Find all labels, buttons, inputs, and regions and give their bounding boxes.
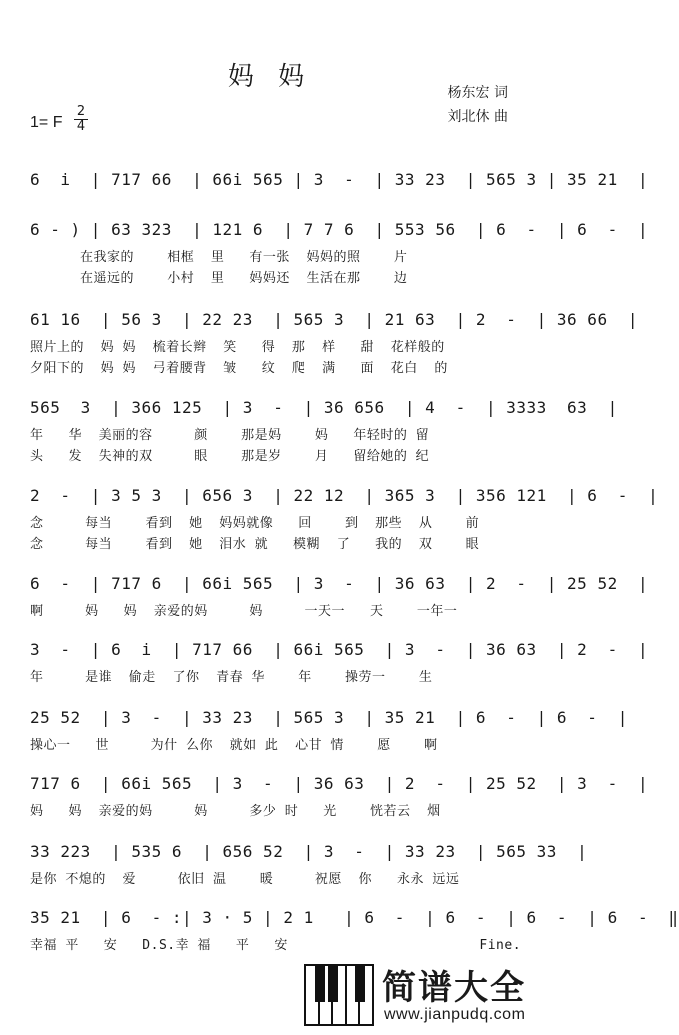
song-title: 妈 妈 — [227, 62, 313, 92]
meter-denominator: 4 — [76, 119, 86, 134]
melody-line: 717 6 | 66i 565 | 3 - | 36 63 | 2 - | 25 52 | 3 - | — [30, 774, 649, 793]
melody-line: 2 - | 3 5 3 | 656 3 | 22 12 | 365 3 | 356 121 | 6 - | — [30, 486, 659, 505]
lyrics-verse-1: 是你 不熄的 爱 依旧 温 暖 祝愿 你 永永 远远 — [30, 872, 460, 887]
melody-line: 33 223 | 535 6 | 656 52 | 3 - | 33 23 | 565 33 | — [30, 842, 588, 861]
key-signature: 1= F — [30, 114, 63, 131]
piano-keys-icon — [304, 964, 374, 1026]
lyrics-verse-1: 照片上的 妈 妈 梳着长辫 笑 得 那 样 甜 花样般的 — [30, 340, 445, 355]
site-logo — [304, 960, 534, 1032]
time-signature — [74, 105, 88, 134]
lyrics-verse-1: 年 华 美丽的容 颜 那是妈 妈 年轻时的 留 — [30, 428, 430, 443]
lyrics-verse-2: 夕阳下的 妈 妈 弓着腰背 皱 纹 爬 满 面 花白 的 — [30, 361, 448, 376]
lyrics-verse-2: 在遥远的 小村 里 妈妈还 生活在那 边 — [30, 271, 408, 286]
lyrics-verse-2: 头 发 失神的双 眼 那是岁 月 留给她的 纪 — [30, 449, 430, 464]
meter-numerator: 2 — [74, 105, 88, 120]
lyrics-verse-1: 在我家的 相框 里 有一张 妈妈的照 片 — [30, 250, 408, 265]
composer-credit: 刘北休 曲 — [447, 109, 508, 125]
lyrics-verse-1: 操心一 世 为什 么你 就如 此 心甘 情 愿 啊 — [30, 738, 438, 753]
lyrics-verse-1: 念 每当 看到 她 妈妈就像 回 到 那些 从 前 — [30, 516, 480, 531]
lyrics-verse-1: 啊 妈 妈 亲爱的妈 妈 一天一 天 一年一 — [30, 604, 458, 619]
melody-line: 6 - ) | 63 323 | 121 6 | 7 7 6 | 553 56 | 6 - | 6 - | — [30, 220, 649, 239]
melody-line: 6 - | 717 6 | 66i 565 | 3 - | 36 63 | 2 - | 25 52 | — [30, 574, 649, 593]
lyrics-verse-1: 年 是谁 偷走 了你 青春 华 年 操劳一 生 — [30, 670, 433, 685]
logo-brand-text: 简谱大全 — [382, 968, 526, 1008]
melody-line: 3 - | 6 i | 717 66 | 66i 565 | 3 - | 36 63 | 2 - | — [30, 640, 649, 659]
lyrics-verse-1: 妈 妈 亲爱的妈 妈 多少 时 光 恍若云 烟 — [30, 804, 441, 819]
melody-line: 61 16 | 56 3 | 22 23 | 565 3 | 21 63 | 2 - | 36 66 | — [30, 310, 638, 329]
melody-line: 35 21 | 6 - :| 3 · 5 | 2 1 | 6 - | 6 - | 6 - | 6 - ‖ — [30, 908, 679, 927]
melody-line: 6 i | 717 66 | 66i 565 | 3 - | 33 23 | 565 3 | 35 21 | — [30, 170, 649, 189]
melody-line: 565 3 | 366 125 | 3 - | 36 656 | 4 - | 3333 63 | — [30, 398, 618, 417]
lyrics-verse-2: 念 每当 看到 她 泪水 就 模糊 了 我的 双 眼 — [30, 537, 480, 552]
logo-url-text: www.jianpudq.com — [384, 1006, 526, 1023]
melody-line: 25 52 | 3 - | 33 23 | 565 3 | 35 21 | 6 - | 6 - | — [30, 708, 628, 727]
lyrics-verse-1: 幸福 平 安 D.S.幸 福 平 安 Fine. — [30, 938, 522, 953]
lyricist-credit: 杨东宏 词 — [447, 85, 508, 101]
